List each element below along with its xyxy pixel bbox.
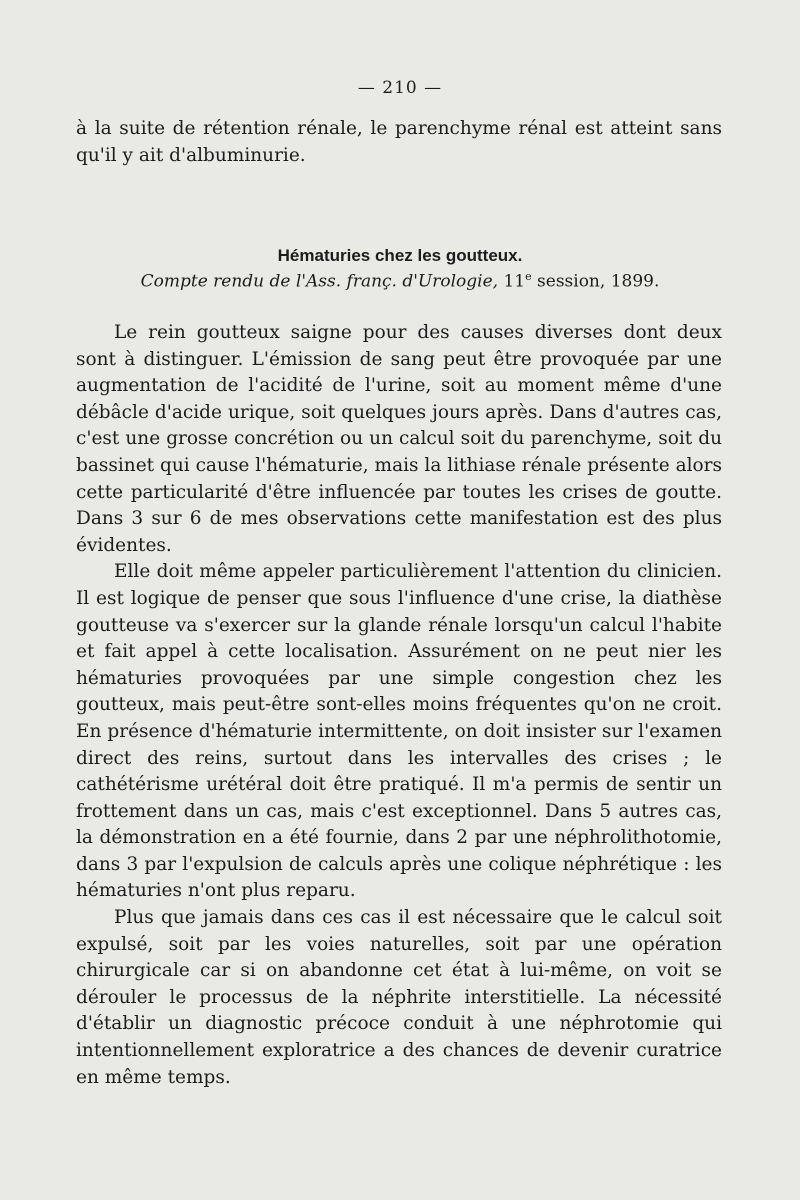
source-session-rest: session, 1899. — [531, 271, 660, 292]
source-publication: Compte rendu de l'Ass. franç. d'Urologie, — [140, 271, 499, 292]
body-paragraph-1: Le rein goutteux saigne pour des causes diverses dont deux sont à distinguer. L'émission de sang peut être provoquée par une augmentation de l'acidité de l'urine, soit au moment même d'une débâcle d'acide urique, soit quelques jours après. Dans d'autres cas, c'est une grosse concrétion ou un calcul soit du parenchyme, soit du bassinet qui cause l'hématurie, mais la lithiase rénale présente alors cette particularité d'être influencée par toutes les crises de goutte. Dans 3 sur 6 de mes observations cette manifestation est des plus évidentes. — [76, 322, 722, 556]
intro-text — [76, 116, 722, 169]
source-session-sup: e — [525, 270, 532, 283]
page-number: — 210 — — [357, 78, 443, 98]
body-text — [76, 320, 722, 1091]
body-paragraph-2: Elle doit même appeler particulièrement l'attention du clinicien. Il est logique de penser que sous l'influence d'une crise, la diathèse goutteuse va s'exercer sur la glande rénale lorsqu'un calcul l'habite et fait appel à cette localisation. Assurément on ne peut nier les hématuries provoquées par une simple congestion chez les goutteux, mais peut-être sont-elles moins fréquentes qu'on ne croit. En présence d'hématurie intermittente, on doit insister sur l'examen direct des reins, surtout dans les intervalles des crises ; le cathétérisme urétéral doit être pratiqué. Il m'a permis de sentir un frottement dans un cas, mais c'est exceptionnel. Dans 5 autres cas, la démonstration en a été fournie, dans 2 par une néphrolithotomie, dans 3 par l'expulsion de calculs après une colique néphrétique : les hématuries n'ont plus reparu. — [76, 561, 722, 902]
section-source — [0, 270, 800, 292]
intro-paragraph: à la suite de rétention rénale, le parenchyme rénal est atteint sans qu'il y ait d'albuminurie. — [76, 118, 722, 166]
source-session-number: 11 — [503, 271, 526, 292]
body-paragraph-3: Plus que jamais dans ces cas il est nécessaire que le calcul soit expulsé, soit par les voies naturelles, soit par une opération chirurgicale car si on abandonne cet état à lui-même, on voit se dérouler le processus de la néphrite interstitielle. La nécessité d'établir un diagnostic précoce conduit à une néphrotomie qui intentionnellement exploratrice a des chances de devenir curatrice en même temps. — [76, 907, 722, 1088]
section-title: Hématuries chez les goutteux. — [277, 246, 523, 265]
